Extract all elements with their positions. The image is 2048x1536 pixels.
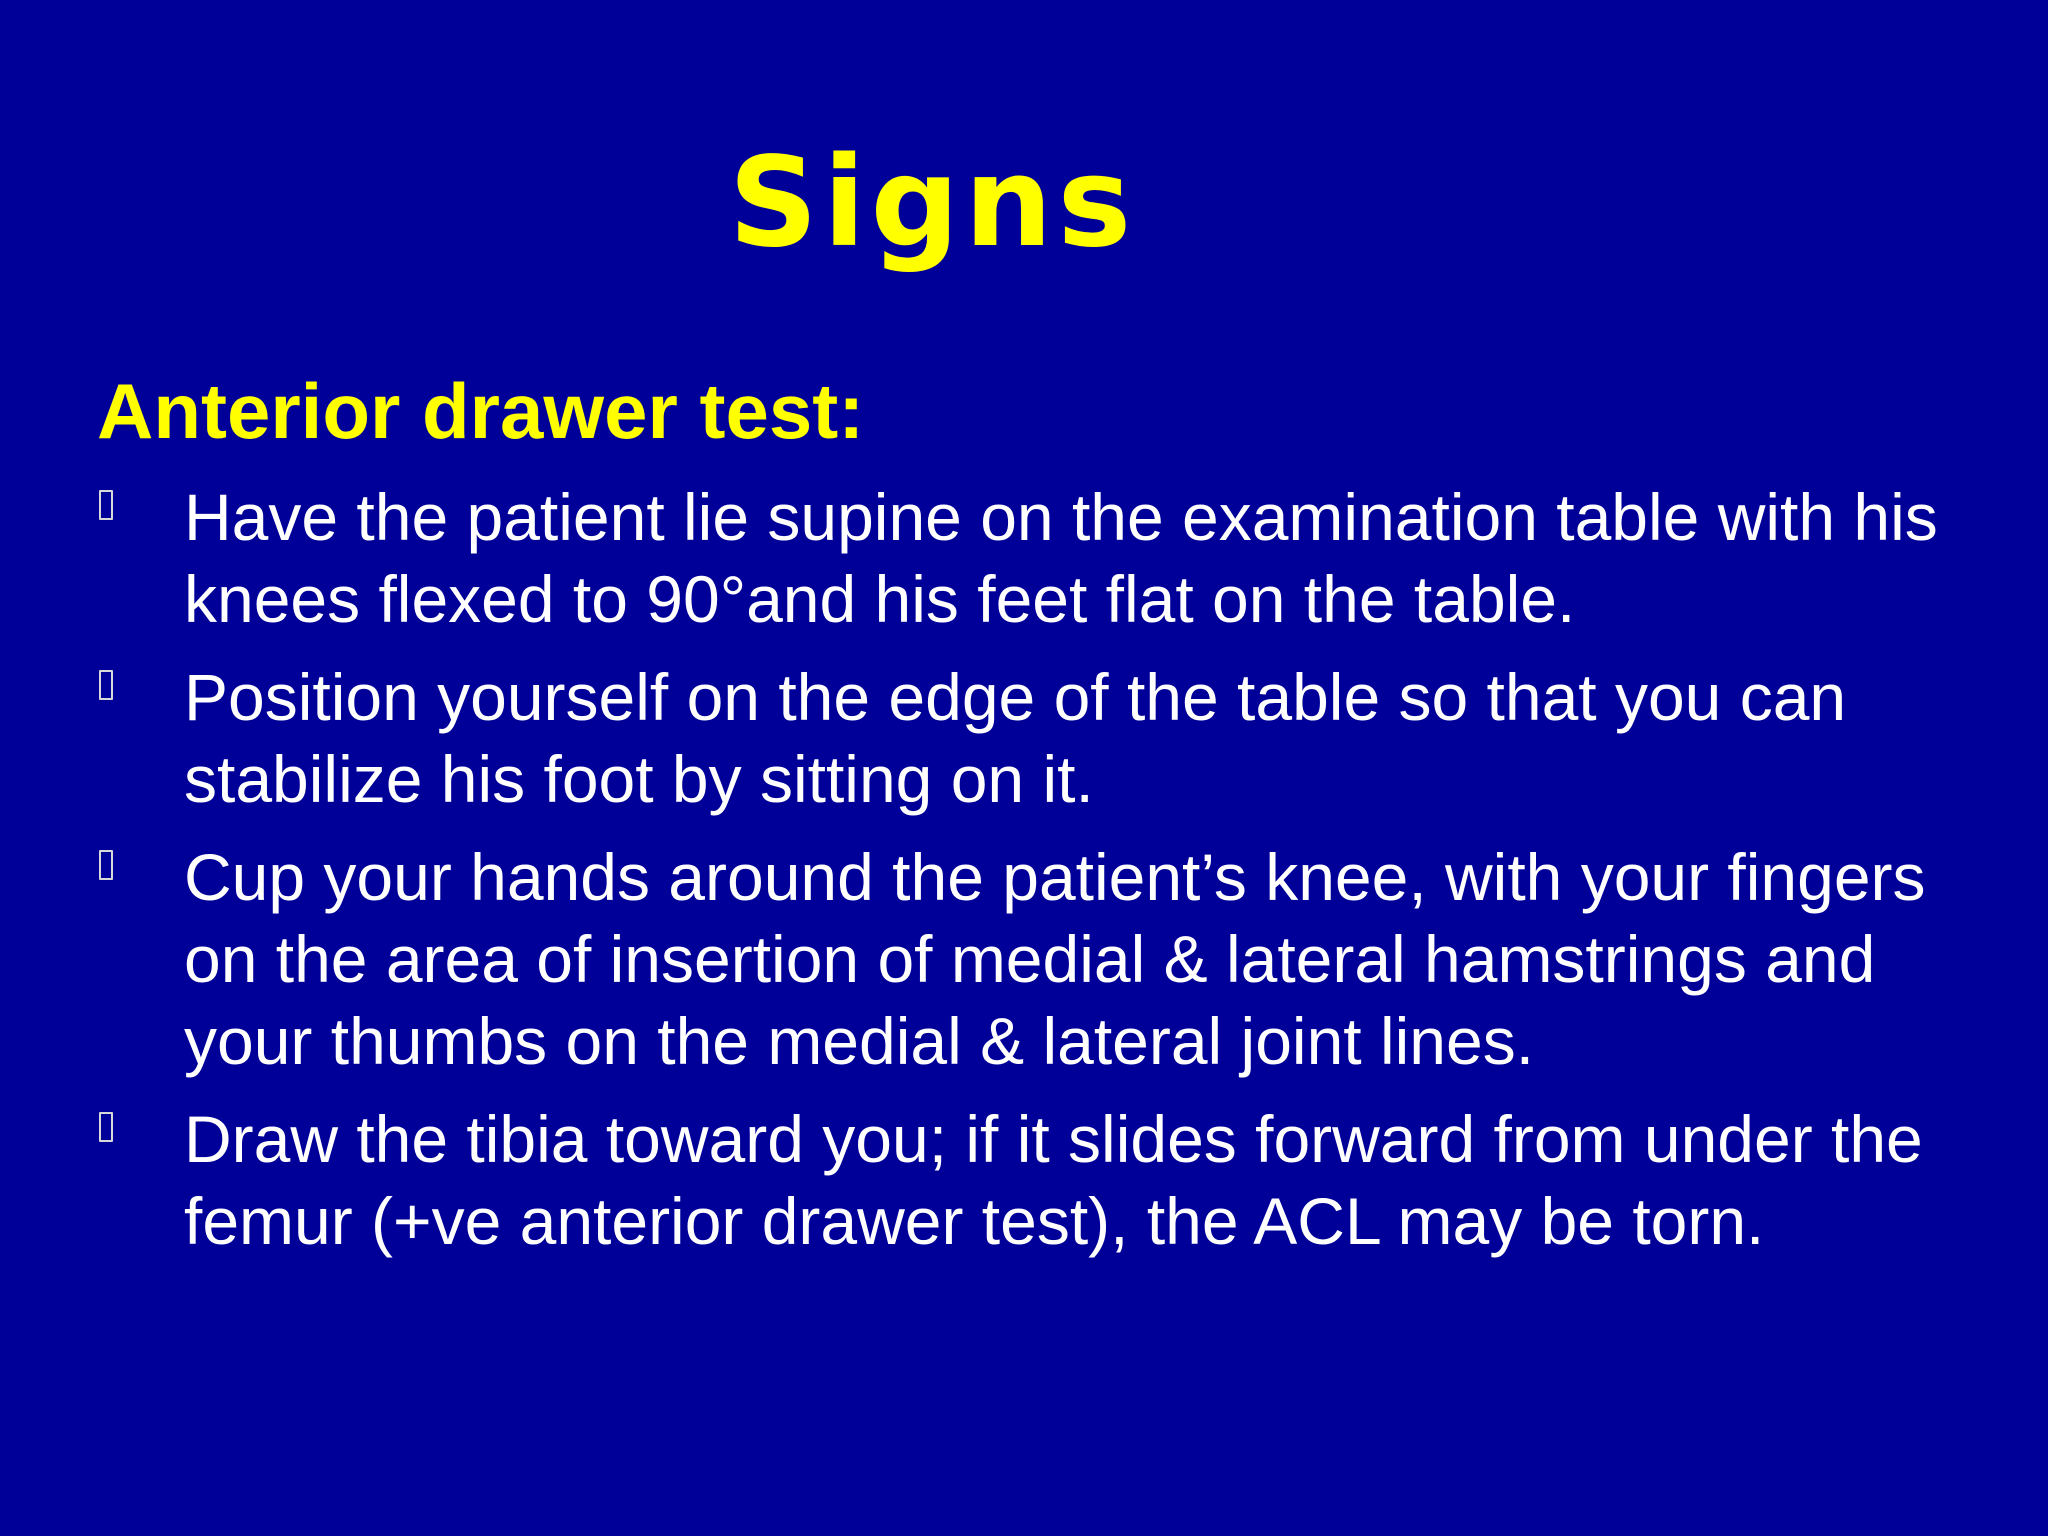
bullet-text: Cup your hands around the patient’s knee, with your fingers on the area of insertion of medial & lateral hamstrings and your thumbs on the medial & lateral joint lines. [184,840,1926,1078]
section-subheading: Anterior drawer test: [97,367,865,455]
bullet-list [0,476,2048,1278]
bullet-text: Position yourself on the edge of the table so that you can stabilize his foot by sitting on it. [184,660,1847,816]
missing-glyph-box-icon [99,490,113,520]
missing-glyph-box-icon [99,1112,113,1142]
bullet-text: Have the patient lie supine on the examination table with his knees flexed to 90°and his feet flat on the table. [184,480,1938,636]
bullet-item [0,656,2048,820]
missing-glyph-box-icon [99,670,113,700]
slide-title: Signs [728,131,1137,275]
bullet-item [0,836,2048,1082]
missing-glyph-box-icon [99,850,113,880]
bullet-item [0,1098,2048,1262]
bullet-text: Draw the tibia toward you; if it slides forward from under the femur (+ve anterior drawer test), the ACL may be torn. [184,1102,1923,1258]
bullet-item [0,476,2048,640]
